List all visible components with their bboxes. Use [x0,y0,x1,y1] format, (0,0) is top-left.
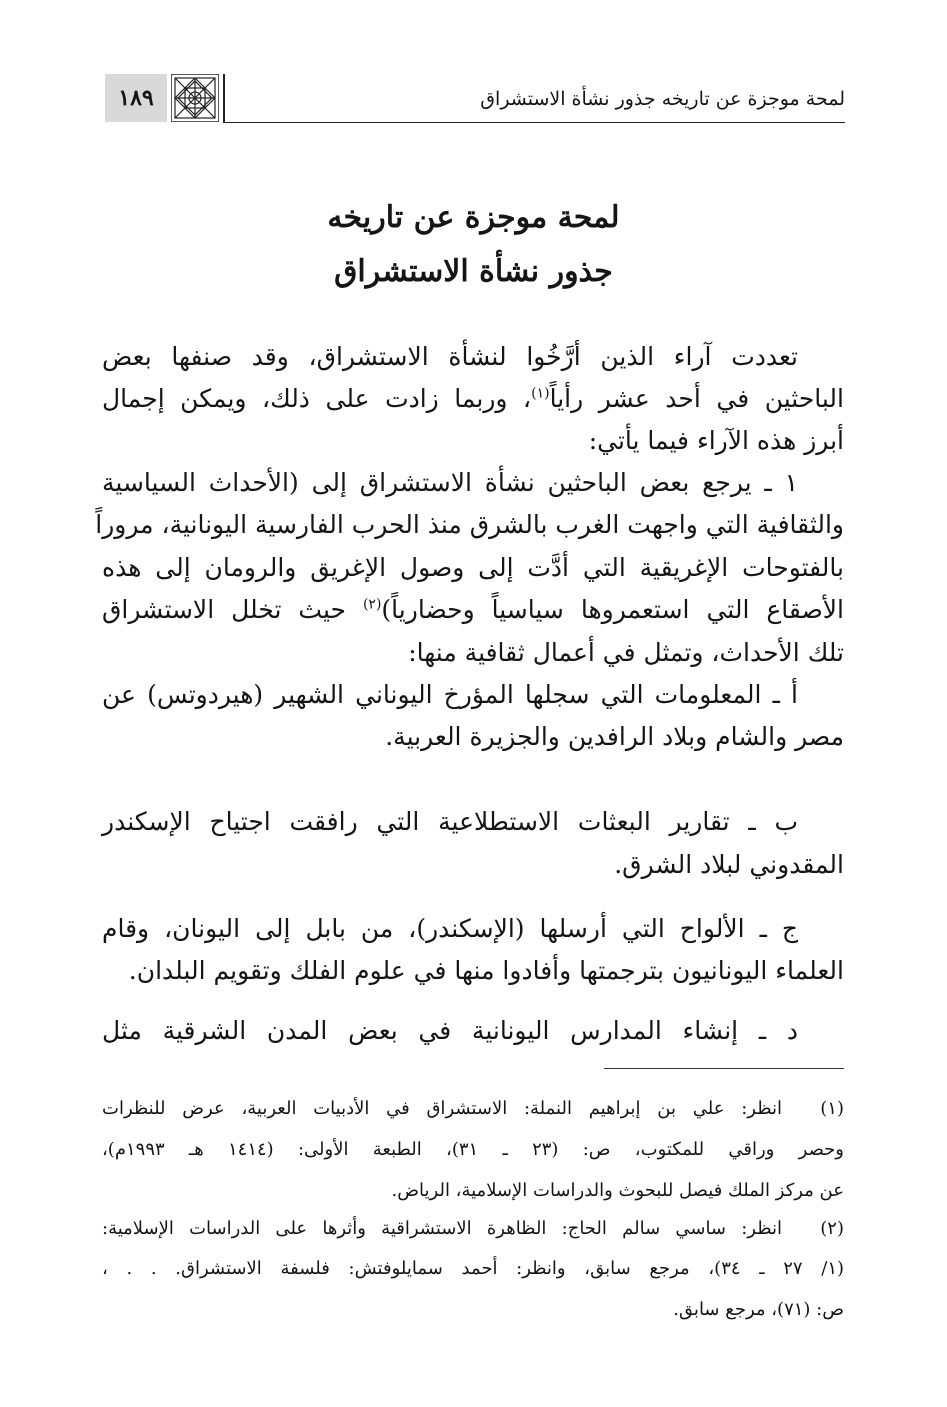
point-1-line-4-b: حيث تخلل الاستشراق [102,595,363,624]
header-divider [223,74,225,123]
point-d-line-1: د ـ إنشاء المدارس اليونانية في بعض المدن الشرقية مثل [102,1016,798,1045]
point-a-line-2: مصر والشام وبلاد الرافدين والجزيرة العربية. [385,722,844,751]
point-b-line-1: ب ـ تقارير البعثات الاستطلاعية التي رافقت اجتياح الإسكندر [102,807,798,836]
running-title: لمحة موجزة عن تاريخه جذور نشأة الاستشراق [480,88,845,110]
point-c-line-1: ج ـ الألواح التي أرسلها (الإسكندر)، من بابل إلى اليونان، وقام [102,914,798,943]
footnote-1-line-1: انظر: علي بن إبراهيم النملة: الاستشراق في الأدبيات العربية، عرض للنظرات [102,1098,782,1119]
point-1-line-5: تلك الأحداث، وتمثل في أعمال ثقافية منها: [408,638,844,667]
page-number: ١٨٩ [105,74,167,122]
intro-line-2-a: الباحثين في أحد عشر رأياً [549,384,844,413]
footnote-2-number: (٢) [820,1218,844,1239]
footnote-2-line-1: انظر: ساسي سالم الحاج: الظاهرة الاستشراقية وأثرها على الدراسات الإسلامية: [102,1218,782,1239]
footnote-2-line-2: (١/ ٢٧ ـ ٣٤)، مرجع سابق، وانظر: أحمد سمايلوفتش: فلسفة الاستشراق. . . ، [102,1258,845,1279]
point-1-line-4-a: الأصقاع التي استعمروها سياسياً وحضارياً) [381,595,844,624]
point-1-line-3: بالفتوحات الإغريقية التي أدَّت إلى وصول الإغريق والرومان إلى هذه [102,553,844,582]
footnote-ref-2: (٢) [362,596,382,613]
footnote-1-line-3: عن مركز الملك فيصل للبحوث والدراسات الإسلامية، الرياض. [391,1180,844,1201]
intro-line-2-b: ، وربما زادت على ذلك، ويمكن إجمال [102,384,532,413]
chapter-title: لمحة موجزة عن تاريخه [327,200,620,235]
geometric-ornament-icon [171,74,219,122]
intro-line-3: أبرز هذه الآراء فيما يأتي: [588,426,844,455]
point-1-line-2: والثقافية التي واجهت الغرب بالشرق منذ الحرب الفارسية اليونانية، مروراً [95,510,844,539]
footnote-1-number: (١) [820,1098,844,1119]
point-1-line-4 [102,593,844,627]
header-rule [223,122,845,123]
section-title: جذور نشأة الاستشراق [334,254,613,289]
intro-line-2 [102,382,844,416]
point-1-line-1: ١ ـ يرجع بعض الباحثين نشأة الاستشراق إلى (الأحداث السياسية [102,468,798,497]
intro-line-1: تعددت آراء الذين أرَّخُوا لنشأة الاستشراق، وقد صنفها بعض [102,342,798,371]
point-a-line-1: أ ـ المعلومات التي سجلها المؤرخ اليوناني الشهير (هيردوتس) عن [102,680,798,709]
footnote-2-line-3: ص: (٧١)، مرجع سابق. [673,1299,844,1320]
footnote-separator [604,1068,844,1069]
point-c-line-2: العلماء اليونانيون بترجمتها وأفادوا منها في علوم الفلك وتقويم البلدان. [128,956,844,985]
footnote-ref-1: (١) [531,385,550,402]
point-b-line-2: المقدوني لبلاد الشرق. [614,850,844,879]
page-number-box [105,74,219,122]
footnote-1-line-2: وحصر وراقي للمكتوب، ص: (٢٣ ـ ٣١)، الطبعة الأولى: (١٤١٤ هـ ١٩٩٣م)، [102,1139,844,1160]
running-header [105,70,845,126]
